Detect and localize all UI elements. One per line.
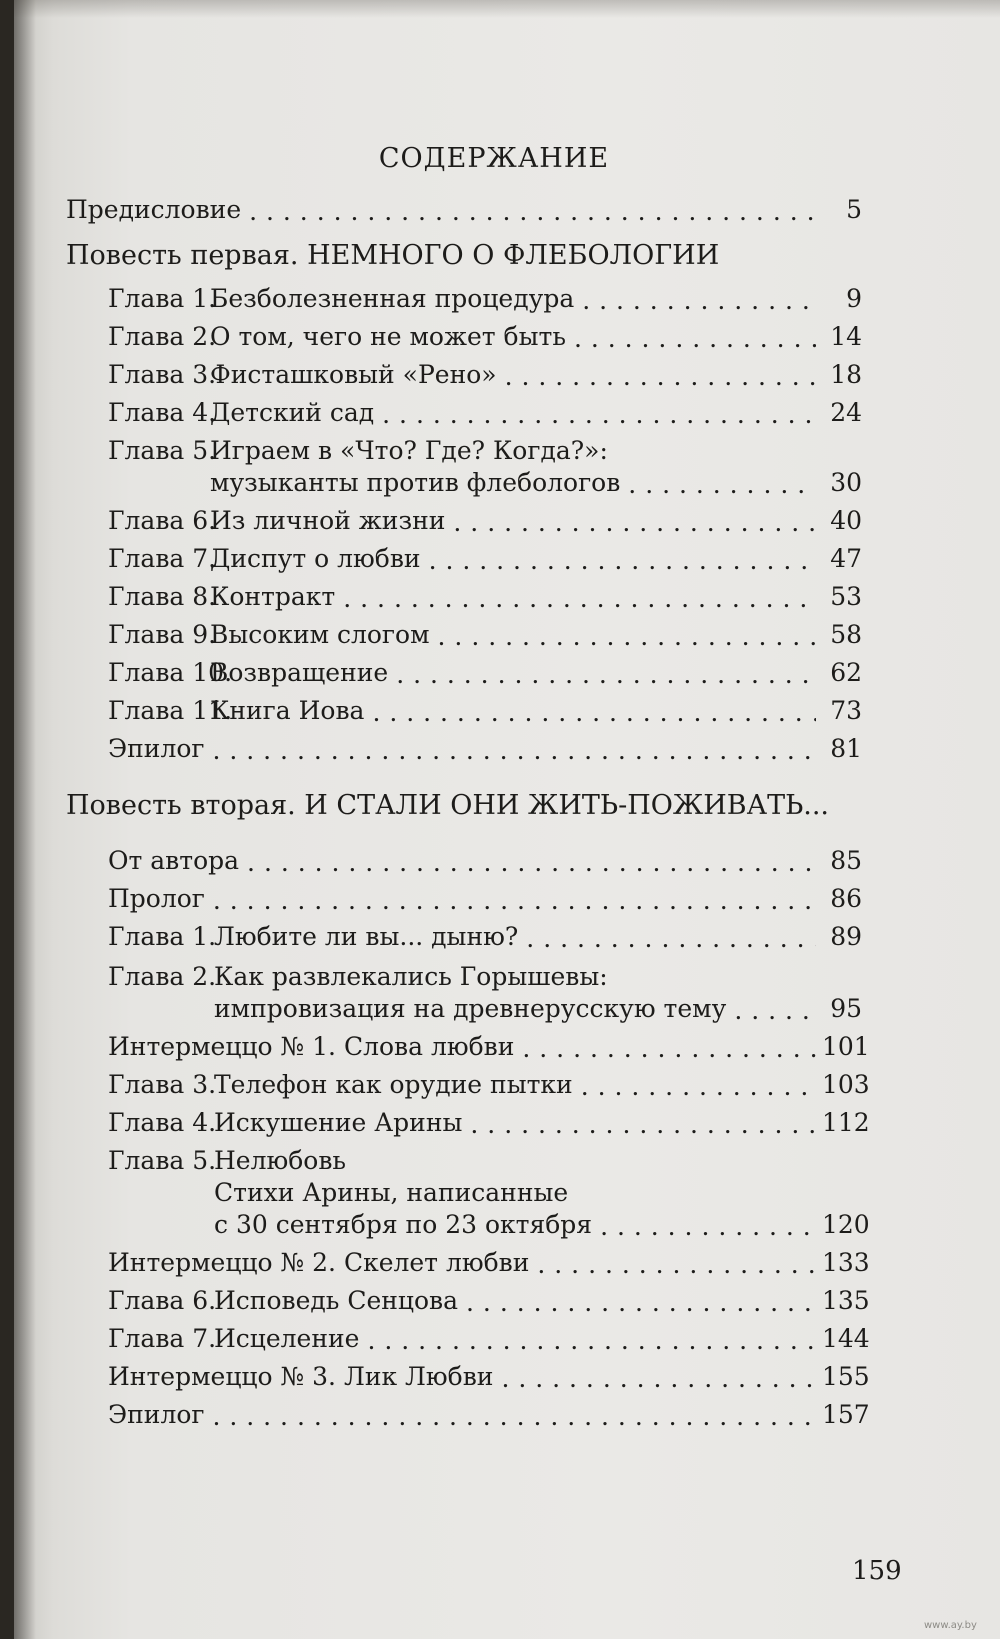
entry-page: 30: [830, 468, 862, 497]
leader-dots: [429, 546, 816, 572]
entry-text: Детский сад: [210, 398, 375, 427]
entry-page: 133: [822, 1248, 870, 1277]
leader-dots: [522, 1034, 816, 1060]
toc-entry: [108, 360, 862, 390]
leader-dots: [470, 1110, 816, 1136]
entry-text: Из личной жизни: [210, 506, 446, 535]
entry-text: Любите ли вы... дыню?: [214, 922, 519, 951]
toc-entry: [108, 1070, 870, 1100]
entry-page: 14: [830, 322, 862, 351]
entry-text: О том, чего не может быть: [210, 322, 566, 351]
entry-text: Как развлекались Горышевы:: [214, 962, 608, 991]
entry-page: 157: [822, 1400, 870, 1429]
toc-entry-continuation: [214, 994, 862, 1024]
part-heading: Повесть первая. НЕМНОГО О ФЛЕБОЛОГИИ: [66, 240, 720, 271]
entry-text: Диспут о любви: [210, 544, 421, 573]
entry-label: Глава 6.: [108, 1286, 217, 1315]
toc-entry: [108, 322, 862, 352]
entry-label: Глава 6.: [108, 506, 217, 535]
entry-page: 53: [830, 582, 862, 611]
leader-dots: [600, 1212, 816, 1238]
entry-page: 18: [830, 360, 862, 389]
entry-text: Скелет любви: [343, 1248, 530, 1277]
leader-dots: [212, 1402, 816, 1428]
entry-text: Контракт: [210, 582, 336, 611]
page-gutter-shadow: [14, 0, 36, 1639]
toc-entry-epilogue: [108, 734, 862, 764]
toc-entry: [108, 658, 862, 688]
entry-text: Телефон как орудие пытки: [214, 1070, 573, 1099]
page-top-shadow: [14, 0, 1000, 18]
toc-entry-continuation: [210, 468, 862, 498]
toc-entry: [108, 696, 862, 726]
leader-dots: [396, 660, 816, 686]
entry-text: с 30 сентября по 23 октября: [214, 1210, 593, 1239]
entry-label: Глава 5.: [108, 1146, 217, 1175]
watermark: www.ay.by: [924, 1620, 977, 1631]
leader-dots: [537, 1250, 816, 1276]
entry-text: импровизация на древнерусскую тему: [214, 994, 727, 1023]
entry-label: Глава 10.: [108, 658, 233, 687]
entry-label: Глава 8.: [108, 582, 217, 611]
entry-label: Глава 7.: [108, 544, 217, 573]
leader-dots: [382, 400, 816, 426]
entry-page: 95: [830, 994, 862, 1023]
entry-page: 103: [822, 1070, 870, 1099]
entry-text: Исцеление: [214, 1324, 360, 1353]
entry-page: 81: [830, 734, 862, 763]
leader-dots: [501, 1364, 816, 1390]
toc-entry: [108, 398, 862, 428]
entry-label: Глава 3.: [108, 1070, 217, 1099]
entry-label: Глава 1.: [108, 284, 217, 313]
entry-text: Играем в «Что? Где? Когда?»:: [210, 436, 608, 465]
entry-label: От автора: [108, 846, 240, 875]
entry-page: 40: [830, 506, 862, 535]
entry-page: 24: [830, 398, 862, 427]
toc-entry: [108, 884, 862, 914]
entry-page: 47: [830, 544, 862, 573]
entry-label: Глава 4.: [108, 1108, 217, 1137]
entry-label: Интермеццо № 1.: [108, 1032, 336, 1061]
toc-entry: [108, 582, 862, 612]
toc-entry: [108, 922, 862, 952]
toc-entry: [108, 1248, 870, 1278]
toc-entry: [108, 1362, 870, 1392]
entry-text: Фисташковый «Рено»: [210, 360, 497, 389]
toc-entry: [108, 1032, 870, 1062]
entry-label: Глава 3.: [108, 360, 217, 389]
toc-entry: [108, 284, 862, 314]
toc-entry: [108, 620, 862, 650]
toc-entry-continuation: [214, 1210, 870, 1240]
leader-dots: [628, 470, 816, 496]
toc-entry: [108, 506, 862, 536]
toc-entry: [108, 1324, 870, 1354]
entry-text: Искушение Арины: [214, 1108, 463, 1137]
leader-dots: [574, 324, 816, 350]
entry-page: 58: [830, 620, 862, 649]
toc-entry-epilogue: [108, 1400, 870, 1430]
entry-label: Глава 1.: [108, 922, 217, 951]
toc-entry: [108, 1108, 870, 1138]
toc-entry-continuation: Стихи Арины, написанные: [214, 1178, 569, 1207]
leader-dots: [526, 924, 816, 950]
entry-label: Интермеццо № 3.: [108, 1362, 336, 1391]
entry-label: Интермеццо № 2.: [108, 1248, 336, 1277]
entry-text: музыканты против флебологов: [210, 468, 621, 497]
entry-page: 62: [830, 658, 862, 687]
entry-page: 120: [822, 1210, 870, 1239]
toc-entry: [108, 1286, 870, 1316]
entry-page: 144: [822, 1324, 870, 1353]
entry-page: 9: [846, 284, 862, 313]
leader-dots: [453, 508, 816, 534]
leader-dots: [367, 1326, 816, 1352]
entry-text: Книга Иова: [210, 696, 365, 725]
toc-entry-first-line: [108, 436, 608, 465]
entry-label: Глава 2.: [108, 322, 217, 351]
entry-page: 86: [830, 884, 862, 913]
entry-page: 155: [822, 1362, 870, 1391]
entry-label: Глава 5.: [108, 436, 217, 465]
toc-entry-preface: [66, 195, 862, 225]
toc-entry-first-line: [108, 1146, 346, 1175]
part-heading: Повесть вторая. И СТАЛИ ОНИ ЖИТЬ-ПОЖИВАТЬ...: [66, 790, 830, 821]
book-page: [14, 0, 1000, 1639]
entry-page: 73: [830, 696, 862, 725]
entry-text: Безболезненная процедура: [210, 284, 575, 313]
entry-text: Высоким слогом: [210, 620, 430, 649]
toc-entry: [108, 544, 862, 574]
entry-label: Глава 11.: [108, 696, 233, 725]
leader-dots: [466, 1288, 816, 1314]
entry-label: Глава 9.: [108, 620, 217, 649]
entry-text: Лик Любви: [343, 1362, 494, 1391]
leader-dots: [505, 362, 816, 388]
entry-text: Возвращение: [210, 658, 389, 687]
entry-label: Пролог: [108, 884, 205, 913]
page-number: 159: [852, 1556, 902, 1586]
entry-page: 85: [830, 846, 862, 875]
leader-dots: [582, 286, 816, 312]
leader-dots: [213, 886, 816, 912]
leader-dots: [343, 584, 816, 610]
entry-label: Эпилог: [108, 734, 205, 763]
entry-text: Нелюбовь: [214, 1146, 347, 1175]
toc-title: СОДЕРЖАНИЕ: [378, 143, 610, 174]
entry-page: 89: [830, 922, 862, 951]
toc-entry: [108, 846, 862, 876]
leader-dots: [581, 1072, 816, 1098]
entry-text: Предисловие: [66, 195, 242, 224]
entry-label: Глава 4.: [108, 398, 217, 427]
entry-text: Исповедь Сенцова: [214, 1286, 459, 1315]
entry-page: 101: [822, 1032, 870, 1061]
entry-label: Эпилог: [108, 1400, 205, 1429]
entry-label: Глава 2.: [108, 962, 217, 991]
entry-page: 135: [822, 1286, 870, 1315]
leader-dots: [372, 698, 816, 724]
leader-dots: [249, 197, 816, 223]
leader-dots: [734, 996, 816, 1022]
leader-dots: [247, 848, 816, 874]
entry-page: 112: [822, 1108, 870, 1137]
leader-dots: [438, 622, 816, 648]
toc-entry-first-line: [108, 962, 608, 991]
leader-dots: [212, 736, 816, 762]
entry-page: 5: [846, 195, 862, 224]
entry-label: Глава 7.: [108, 1324, 217, 1353]
entry-text: Слова любви: [343, 1032, 515, 1061]
